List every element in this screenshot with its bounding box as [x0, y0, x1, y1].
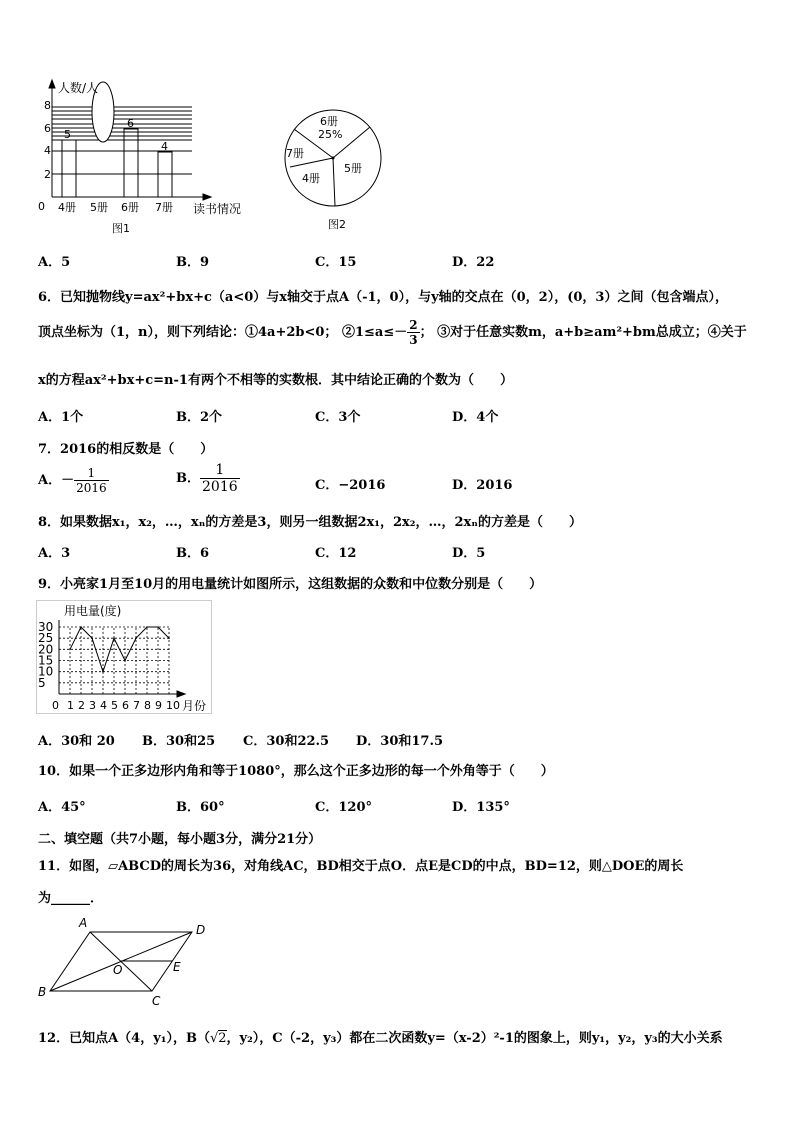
bar-label: 4 [161, 140, 168, 153]
q6-line2: 顶点坐标为（1，n），则下列结论：①4a+2b<0； ②1≤a≤－ $\frac{2}{3}$ ； ③对于任意实数m，a+b≥am²+bm总成立；④关于 [38, 318, 747, 347]
bar-label: 5 [64, 128, 71, 141]
y-tick-label: 30 [38, 620, 54, 634]
figure1-xlabel: 读书情况 [193, 202, 242, 216]
x-tick-label: 6 [122, 699, 129, 712]
pie-label: 6册 [320, 115, 338, 128]
category-label: 4册 [58, 201, 76, 214]
q6-line1: 6．已知抛物线y=ax²+bx+c（a<0）与x轴交于点A（-1，0），与y轴的交点在（0，2），(0，3）之间（包含端点）， [38, 290, 728, 305]
data-point [80, 626, 82, 628]
figure1-bar-chart [30, 72, 260, 237]
x-tick-label: 5 [111, 699, 118, 712]
q6-fraction: $\frac{2}{3}$ [409, 318, 418, 347]
q7-option-a: A．－ $\frac{1}{2016}$ [38, 466, 107, 495]
data-point [168, 637, 170, 639]
category-label: 7册 [155, 201, 173, 214]
x-tick-label: 4 [100, 699, 107, 712]
q6-line3: x的方程ax²+bx+c=n-1有两个不相等的实数根．其中结论正确的个数为（ ） [38, 373, 513, 388]
q5-option-a: A．5 [38, 255, 71, 270]
data-point [113, 637, 115, 639]
q10-option-d: D．135° [452, 800, 510, 815]
q7-option-d: D．2016 [452, 478, 513, 493]
y-tick-label: 5 [38, 675, 46, 690]
pie-label: 4册 [302, 172, 320, 185]
figure1-ytick: 0 [38, 200, 45, 213]
q9-line-chart [36, 600, 216, 715]
x-tick-label: 9 [155, 699, 162, 712]
q9-option-d: D．30和17.5 [356, 734, 444, 749]
q9-option-a: A．30和 20 [38, 734, 115, 749]
q11-line1: 11．如图，▱ABCD的周长为36，对角线AC，BD相交于点O．点E是CD的中点，BD=12，则△DOE的周长 [38, 859, 684, 874]
data-point [124, 660, 126, 662]
chart-xlabel: 月份 [182, 699, 207, 713]
data-point [91, 637, 93, 639]
chart-ylabel: 用电量(度) [64, 604, 122, 618]
point-label: O [113, 963, 123, 977]
pie-label: 25% [318, 128, 343, 141]
x-tick-label: 0 [52, 699, 59, 712]
q5-option-c: C．15 [315, 255, 357, 270]
y-tick-label: 10 [38, 664, 54, 679]
figure1-caption: 图1 [112, 222, 130, 235]
data-point [69, 649, 71, 651]
bar-label: 6 [127, 117, 134, 130]
pie-label: 5册 [344, 162, 362, 175]
q8-option-b: B．6 [176, 546, 210, 561]
q6-option-d: D．4个 [452, 410, 499, 425]
point-label: D [196, 923, 206, 937]
x-tick-label: 3 [89, 699, 96, 712]
q9-question: 9．小亮家1月至10月的用电量统计如图所示，这组数据的众数和中位数分别是（ ） [38, 577, 543, 592]
q11-line2: 为______． [38, 891, 104, 906]
q9-option-b: B．30和25 [142, 734, 216, 749]
q6-option-c: C．3个 [315, 410, 361, 425]
q10-option-a: A．45° [38, 800, 86, 815]
q8-option-d: D．5 [452, 546, 486, 561]
figure1-x-arrow [203, 194, 211, 200]
q8-question: 8．如果数据x₁，x₂，…，xₙ的方差是3，则另一组数据2x₁，2x₂，…，2xₙ的方差是（ ） [38, 515, 583, 530]
bar-4ce [62, 140, 76, 197]
pie-label: 7册 [286, 147, 304, 160]
point-label: B [38, 985, 47, 999]
q8-option-a: A．3 [38, 546, 71, 561]
q10-option-b: B．60° [176, 800, 225, 815]
figure2-caption: 图2 [328, 218, 346, 231]
q10-option-c: C．120° [315, 800, 372, 815]
point-label: C [152, 994, 161, 1007]
figure1-ylabel: 人数/人 [58, 81, 99, 95]
q6-option-b: B．2个 [176, 410, 223, 425]
q5-option-d: D．22 [452, 255, 495, 270]
x-tick-label: 7 [133, 699, 140, 712]
q7-question: 7．2016的相反数是（ ） [38, 442, 214, 457]
q7-option-c: C．−2016 [315, 478, 386, 493]
x-tick-label: 10 [166, 699, 180, 712]
figure1-ytick: 4 [44, 144, 51, 157]
q7-option-b: B． $\frac{1}{2016}$ [176, 462, 238, 495]
y-tick-label: 20 [38, 642, 54, 657]
data-point [146, 626, 148, 628]
q5-option-b: B．9 [176, 255, 210, 270]
figure1-ytick: 2 [44, 168, 51, 181]
figure1-ytick: 8 [44, 99, 51, 112]
x-tick-label: 8 [144, 699, 151, 712]
x-tick-label: 1 [67, 699, 74, 712]
q8-option-c: C．12 [315, 546, 357, 561]
q11-parallelogram-figure [34, 912, 219, 1007]
q6-option-a: A．1个 [38, 410, 84, 425]
q12-question: 12．已知点A（4，y₁），B（√2，y₂），C（-2，y₃）都在二次函数y=（x-2）²-1的图象上，则y₁，y₂，y₃的大小关系 [38, 1031, 723, 1046]
category-label: 5册 [90, 201, 108, 214]
bar-6ce [124, 129, 138, 197]
sqrt-expression: √2 [209, 1031, 227, 1046]
y-tick-label: 15 [38, 653, 54, 668]
category-label: 6册 [121, 201, 139, 214]
q9-option-c: C．30和22.5 [243, 734, 330, 749]
x-tick-label: 2 [78, 699, 85, 712]
q10-question: 10．如果一个正多边形内角和等于1080°，那么这个正多边形的每一个外角等于（ ） [38, 764, 554, 779]
point-label: A [79, 916, 88, 930]
data-point [135, 637, 137, 639]
data-point [157, 626, 159, 628]
data-point [102, 671, 104, 673]
figure1-ytick: 6 [44, 122, 51, 135]
section-heading: 二、填空题（共7小题，每小题3分，满分21分） [38, 832, 322, 847]
point-label: E [173, 960, 181, 974]
y-tick-label: 25 [38, 631, 54, 646]
figure2-pie-chart [280, 105, 390, 235]
figure1-y-arrow [49, 80, 55, 88]
